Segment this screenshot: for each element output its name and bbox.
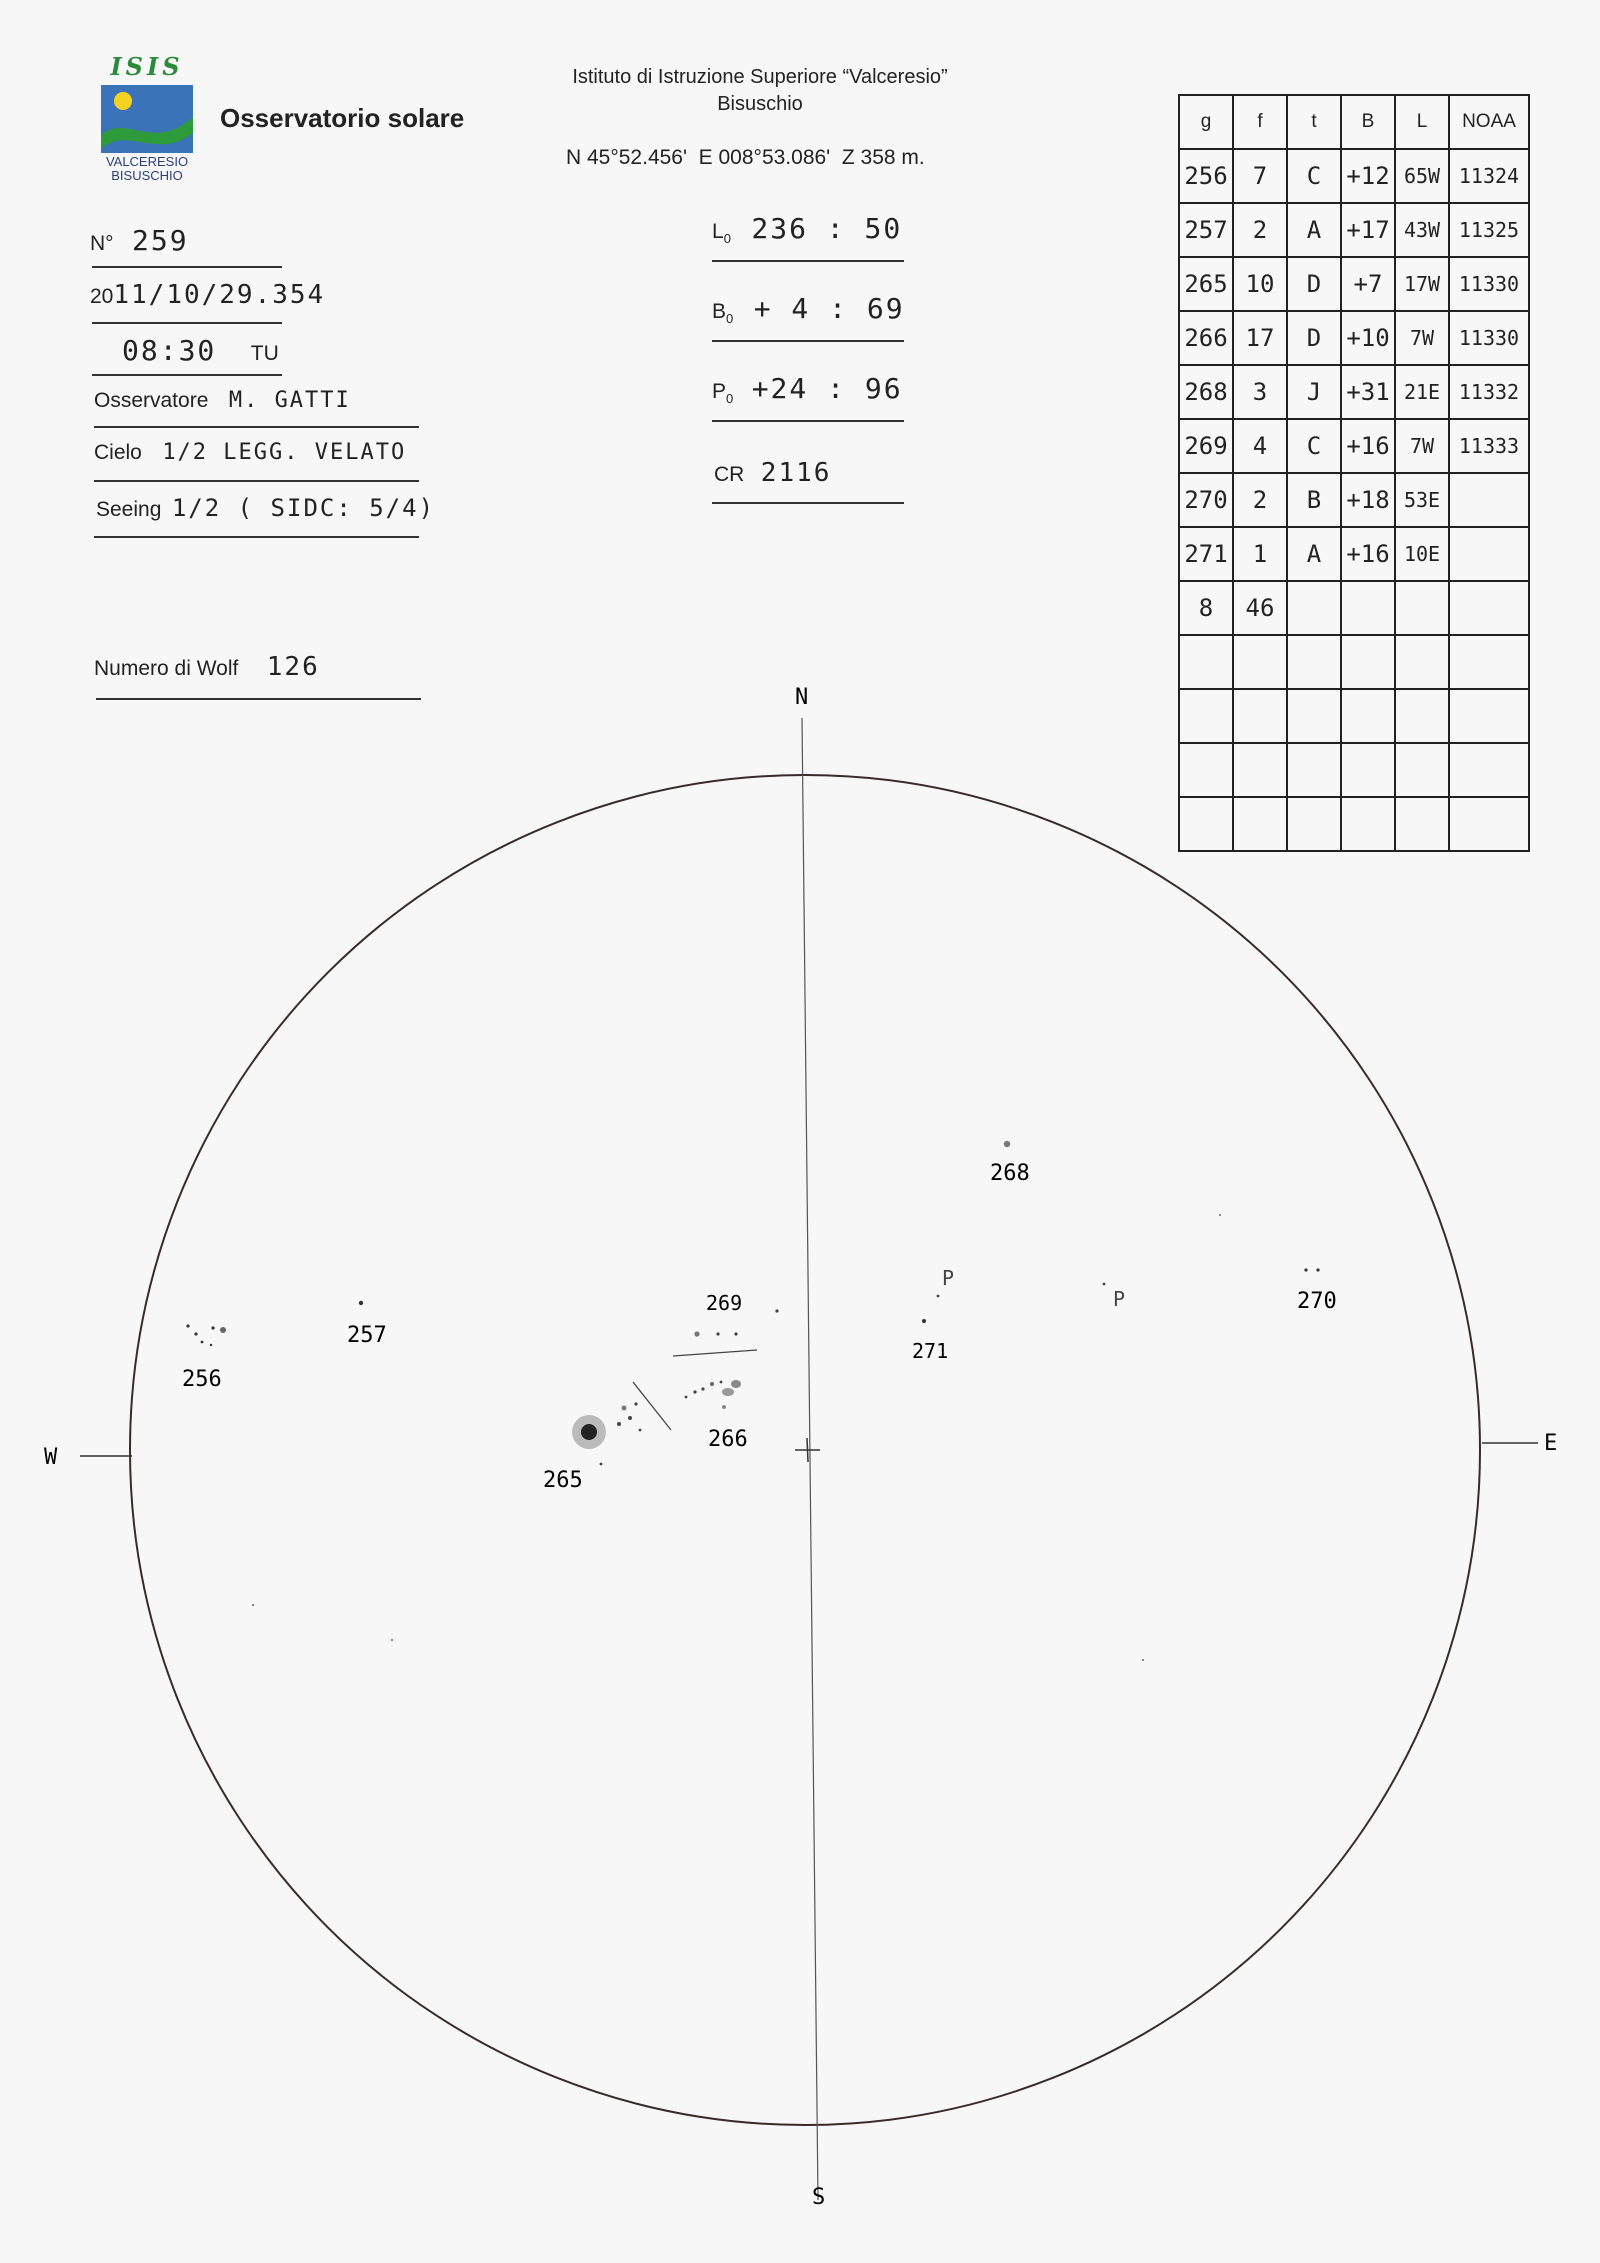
time-value: 08:30	[122, 334, 217, 367]
paper-speck	[391, 1639, 393, 1641]
school-logo	[92, 52, 202, 182]
time-line	[92, 374, 282, 376]
date-line	[92, 322, 282, 324]
table-row	[1179, 581, 1529, 635]
sunspot-group-265	[543, 1382, 671, 1493]
group-label-268: 268	[990, 1161, 1030, 1186]
cell-t: A	[1287, 203, 1341, 257]
table-row	[1179, 149, 1529, 203]
south-label: S	[812, 2185, 826, 2210]
l0-value: 236 : 50	[751, 212, 903, 245]
cell-l	[1395, 581, 1449, 635]
cell-noaa	[1449, 473, 1529, 527]
east-label: E	[1544, 1431, 1558, 1456]
cell-noaa: 11332	[1449, 365, 1529, 419]
wolf-label: Numero di Wolf	[94, 657, 239, 680]
observer-line	[94, 426, 419, 428]
observatory-coordinates: N 45°52.456' E 008°53.086' Z 358 m.	[566, 146, 925, 169]
table-row	[1179, 203, 1529, 257]
cell-f: 2	[1233, 473, 1287, 527]
logo-caption-line2: BISUSCHIO	[111, 168, 183, 183]
b0-row	[712, 292, 905, 326]
group-label-256: 256	[182, 1367, 222, 1392]
sunspot-group-256	[182, 1324, 226, 1392]
l0-line	[712, 260, 904, 262]
sunspot-group-266	[685, 1380, 748, 1452]
observatory-title: Osservatorio solare	[220, 103, 465, 133]
header-b: B	[1341, 95, 1395, 149]
cell-t	[1287, 581, 1341, 635]
cell-t: B	[1287, 473, 1341, 527]
cell-t: C	[1287, 149, 1341, 203]
l0-label: $L_0$	[712, 220, 731, 247]
wolf-row	[94, 652, 320, 682]
cell-g: 257	[1179, 203, 1233, 257]
b0-line	[712, 340, 904, 342]
table-row	[1179, 365, 1529, 419]
table-row	[1179, 473, 1529, 527]
sunspot-group-270	[1297, 1268, 1337, 1314]
cell-g: 8	[1179, 581, 1233, 635]
group-label-265: 265	[543, 1468, 583, 1493]
cell-b: +31	[1341, 365, 1395, 419]
cell-l: 7W	[1395, 419, 1449, 473]
north-south-axis	[802, 718, 818, 2200]
l0-row	[712, 212, 902, 246]
cell-f: 2	[1233, 203, 1287, 257]
observer-row	[94, 388, 351, 413]
observer-value: M. GATTI	[228, 388, 351, 413]
cell-g: 256	[1179, 149, 1233, 203]
cell-b: +16	[1341, 527, 1395, 581]
cell-t: D	[1287, 257, 1341, 311]
header-l: L	[1395, 95, 1449, 149]
cell-t	[1287, 635, 1341, 689]
cell-g: 270	[1179, 473, 1233, 527]
cr-line	[712, 502, 904, 504]
date-row	[90, 280, 325, 310]
cell-f: 7	[1233, 149, 1287, 203]
group-label-257: 257	[347, 1323, 387, 1348]
cell-noaa: 11324	[1449, 149, 1529, 203]
cell-l: 10E	[1395, 527, 1449, 581]
cr-label: CR	[714, 463, 745, 486]
p-mark-facula: P	[1113, 1287, 1126, 1311]
cell-l: 7W	[1395, 311, 1449, 365]
record-number-row	[90, 224, 189, 257]
cell-t: D	[1287, 311, 1341, 365]
logo-wordmark: ISIS	[110, 52, 184, 81]
date-prefix: 20	[90, 285, 114, 308]
b0-label: $B_0$	[712, 300, 734, 327]
table-row	[1179, 419, 1529, 473]
west-label: W	[44, 1445, 58, 1470]
cell-t: A	[1287, 527, 1341, 581]
cell-b	[1341, 635, 1395, 689]
seeing-label: Seeing	[96, 498, 162, 521]
cell-l: 53E	[1395, 473, 1449, 527]
cell-t: J	[1287, 365, 1341, 419]
sky-value: 1/2 LEGG. VELATO	[162, 440, 407, 465]
table-row	[1179, 635, 1529, 689]
cell-noaa: 11330	[1449, 311, 1529, 365]
group-label-270: 270	[1297, 1289, 1337, 1314]
table-row	[1179, 257, 1529, 311]
group-label-266: 266	[708, 1427, 748, 1452]
cell-f	[1233, 635, 1287, 689]
cell-noaa	[1449, 635, 1529, 689]
cell-l: 17W	[1395, 257, 1449, 311]
cell-b: +18	[1341, 473, 1395, 527]
cell-g	[1179, 635, 1233, 689]
cell-t: C	[1287, 419, 1341, 473]
cell-noaa	[1449, 581, 1529, 635]
observer-label: Osservatore	[94, 389, 209, 412]
p0-label: $P_0$	[712, 380, 734, 407]
school-name: Istituto di Istruzione Superiore “Valceresio”	[572, 66, 948, 88]
sky-line	[94, 480, 419, 482]
paper-speck	[1142, 1659, 1144, 1661]
cell-b: +7	[1341, 257, 1395, 311]
cell-l: 21E	[1395, 365, 1449, 419]
time-row	[122, 334, 279, 367]
cell-b: +16	[1341, 419, 1395, 473]
cell-f: 46	[1233, 581, 1287, 635]
table-row	[1179, 311, 1529, 365]
cell-noaa	[1449, 527, 1529, 581]
p0-value: +24 : 96	[751, 372, 903, 405]
p0-row	[712, 372, 903, 406]
header-g: g	[1179, 95, 1233, 149]
logo-emblem	[97, 83, 197, 155]
cr-row	[714, 458, 831, 488]
sunspot-group-271	[912, 1266, 954, 1363]
cell-noaa: 11330	[1449, 257, 1529, 311]
cell-b: +10	[1341, 311, 1395, 365]
sky-row	[94, 440, 406, 465]
time-zone: TU	[250, 342, 279, 365]
cell-b: +17	[1341, 203, 1395, 257]
school-town: Bisuschio	[717, 93, 803, 115]
sky-label: Cielo	[94, 441, 142, 464]
center-cross-v	[807, 1438, 808, 1462]
paper-speck	[1219, 1214, 1221, 1216]
cell-g: 268	[1179, 365, 1233, 419]
cell-g: 269	[1179, 419, 1233, 473]
north-label: N	[795, 685, 809, 710]
sunspot-group-257	[347, 1301, 387, 1348]
table-header-row	[1179, 95, 1529, 149]
cell-l	[1395, 635, 1449, 689]
record-number-value: 259	[132, 224, 189, 257]
b0-value: + 4 : 69	[753, 292, 905, 325]
cell-g: 271	[1179, 527, 1233, 581]
cell-l: 65W	[1395, 149, 1449, 203]
cell-f: 17	[1233, 311, 1287, 365]
seeing-value: 1/2 ( SIDC: 5/4)	[171, 494, 436, 522]
facula-mark	[1103, 1283, 1125, 1311]
record-number-line	[92, 266, 282, 268]
cr-value: 2116	[760, 458, 832, 488]
cell-l: 43W	[1395, 203, 1449, 257]
logo-caption-line1: VALCERESIO	[105, 154, 189, 169]
header-noaa: NOAA	[1449, 95, 1529, 149]
cell-f: 1	[1233, 527, 1287, 581]
sunspot-group-268	[990, 1141, 1030, 1186]
cell-noaa: 11325	[1449, 203, 1529, 257]
solar-disk-drawing	[0, 685, 1600, 2263]
wolf-value: 126	[266, 652, 320, 682]
table-row	[1179, 527, 1529, 581]
p-mark-271: P	[942, 1266, 955, 1290]
cell-b	[1341, 581, 1395, 635]
seeing-row	[96, 494, 435, 522]
group-label-271: 271	[912, 1339, 949, 1363]
sunspot-group-269	[673, 1291, 779, 1356]
date-value: 11/10/29.354	[113, 280, 326, 310]
cell-noaa: 11333	[1449, 419, 1529, 473]
group-label-269: 269	[706, 1291, 743, 1315]
header-t: t	[1287, 95, 1341, 149]
cell-f: 10	[1233, 257, 1287, 311]
seeing-line	[94, 536, 419, 538]
cell-b: +12	[1341, 149, 1395, 203]
cell-g: 266	[1179, 311, 1233, 365]
cell-f: 3	[1233, 365, 1287, 419]
p0-line	[712, 420, 904, 422]
paper-speck	[252, 1604, 254, 1606]
header-f: f	[1233, 95, 1287, 149]
cell-g: 265	[1179, 257, 1233, 311]
record-number-label: N°	[90, 232, 114, 255]
cell-f: 4	[1233, 419, 1287, 473]
